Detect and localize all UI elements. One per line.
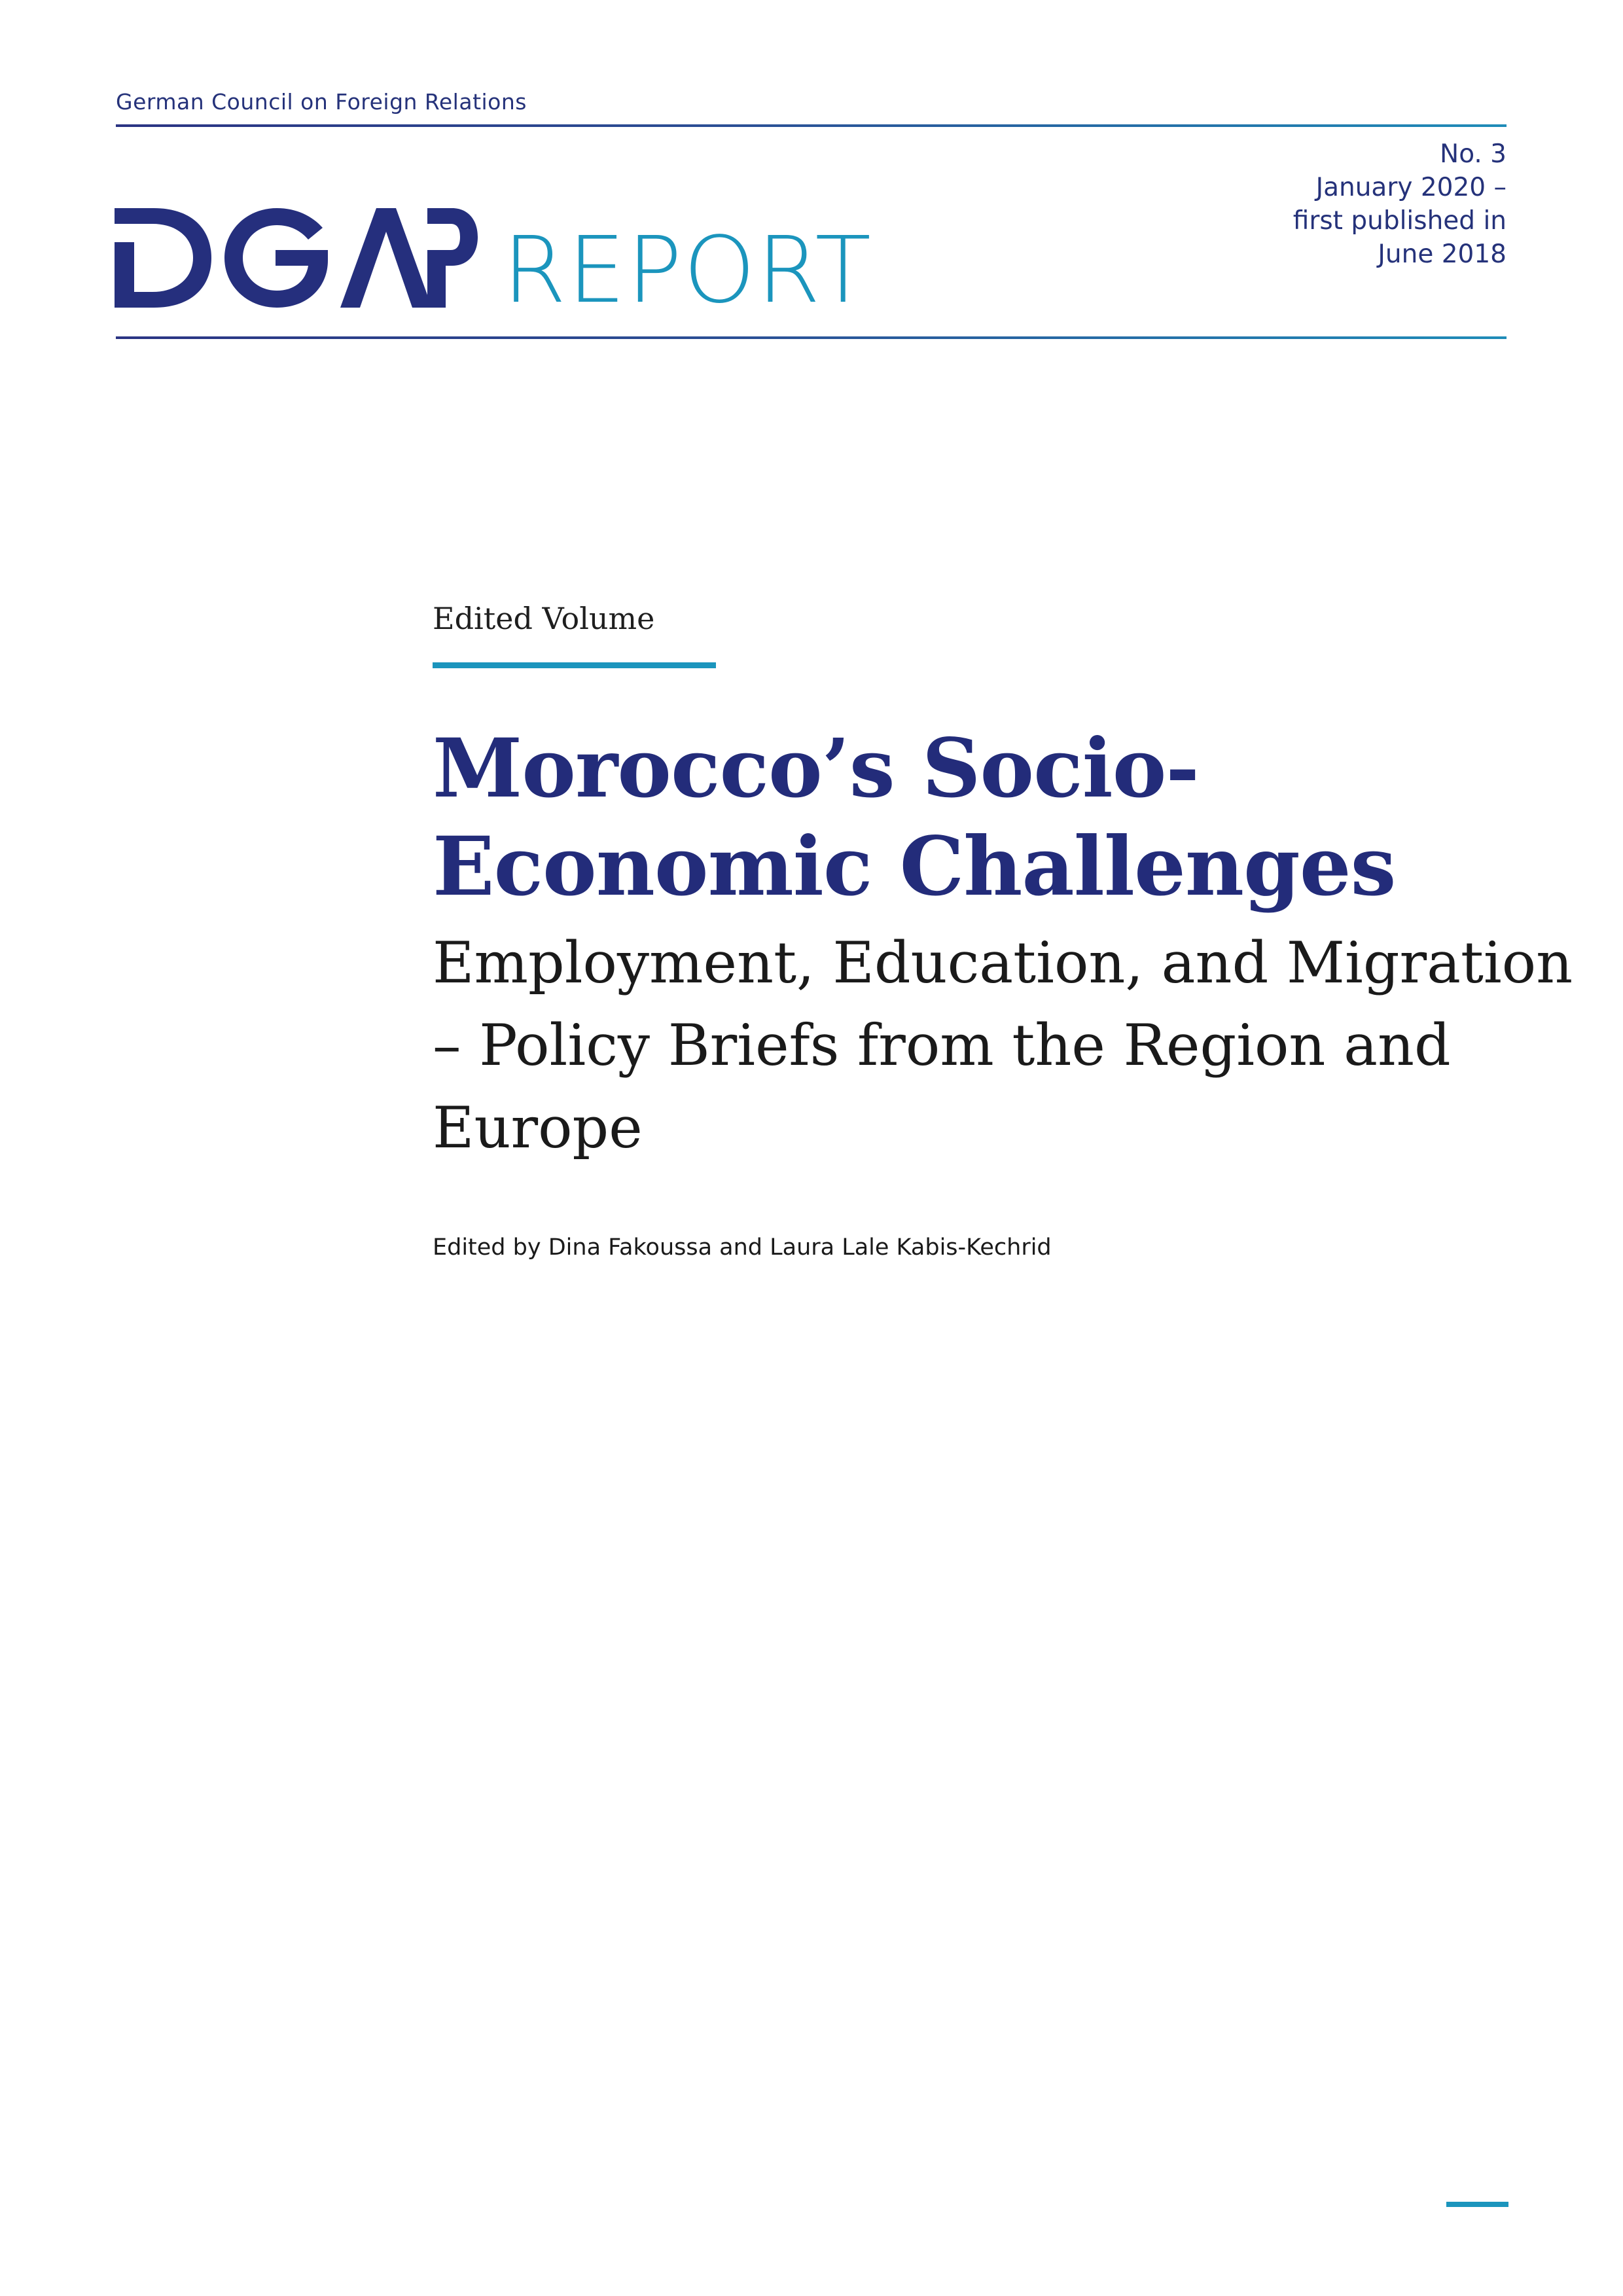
subtitle-line: – Policy Briefs from the Region and [433, 1012, 1451, 1079]
title-line: Morocco’s Socio- [433, 721, 1199, 816]
dgap-logo-mark [115, 208, 478, 308]
page-accent-mark [1446, 2202, 1508, 2207]
top-divider [116, 124, 1507, 127]
issue-original-date: June 2018 [1378, 240, 1507, 269]
report-title [433, 720, 1519, 916]
header-divider [116, 336, 1507, 339]
issue-date: January 2020 – [1315, 173, 1507, 202]
report-wordmark: REPORT [503, 217, 872, 324]
dgap-report-logo [115, 208, 872, 324]
issue-first-published: first published in [1293, 206, 1507, 236]
section-label: Edited Volume [433, 601, 655, 636]
subtitle-line: Employment, Education, and Migration [433, 929, 1573, 996]
organization-name: German Council on Foreign Relations [116, 89, 527, 115]
section-accent-rule [433, 662, 716, 668]
subtitle-line: Europe [433, 1094, 643, 1161]
report-subtitle [433, 922, 1573, 1169]
issue-info [1293, 137, 1507, 271]
editors-credit: Edited by Dina Fakoussa and Laura Lale Kabis-Kechrid [433, 1234, 1052, 1261]
title-line: Economic Challenges [433, 819, 1396, 914]
issue-number: No. 3 [1440, 139, 1507, 169]
